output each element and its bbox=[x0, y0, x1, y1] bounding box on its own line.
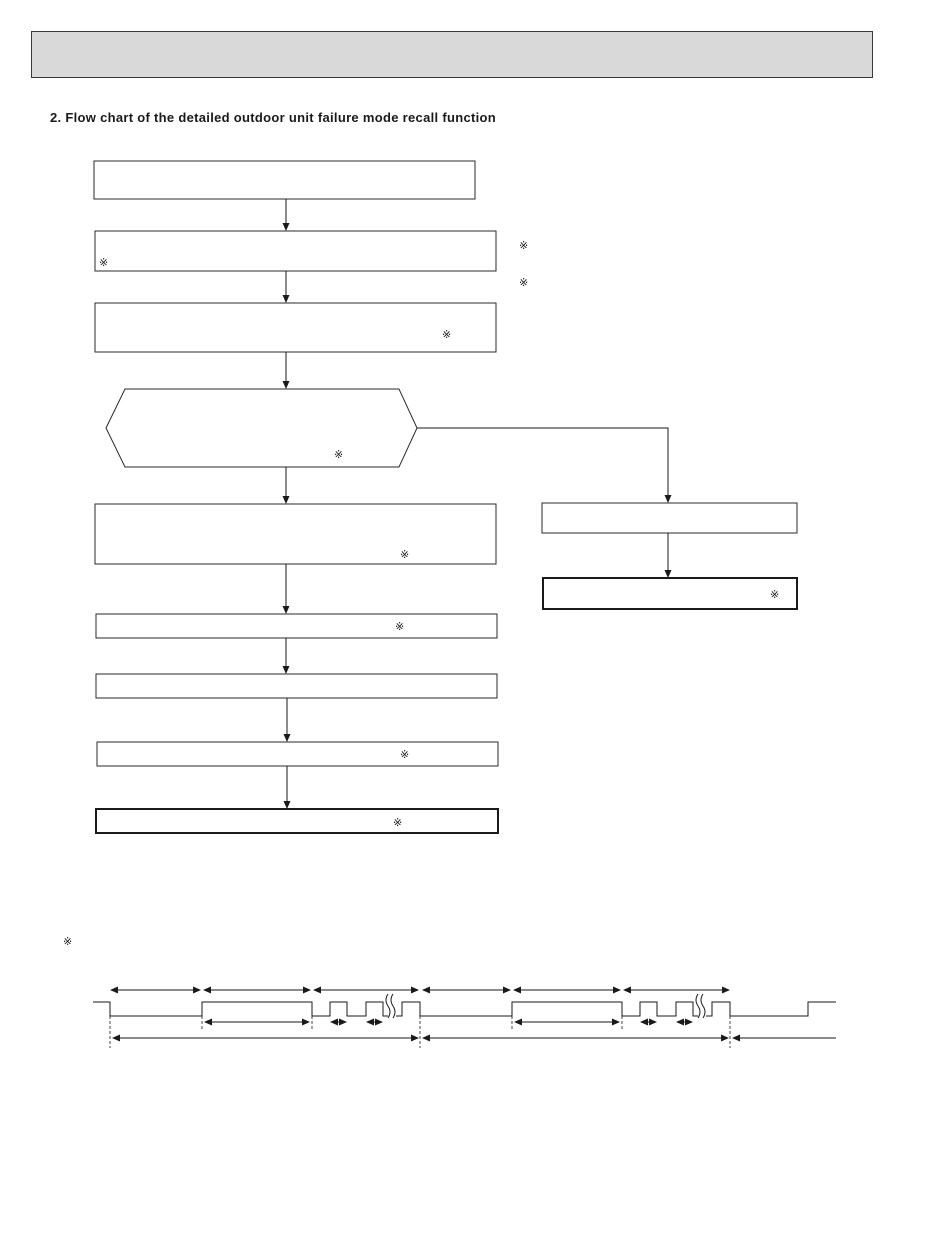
flow-step-5-box bbox=[96, 614, 497, 638]
note-mark-step-3: ※ bbox=[442, 328, 452, 341]
note-mark-end: ※ bbox=[393, 816, 403, 829]
timing-diagram bbox=[93, 990, 836, 1048]
note-mark-step-7: ※ bbox=[400, 748, 410, 761]
section-title: 2. Flow chart of the detailed outdoor unit failure mode recall function bbox=[50, 110, 496, 125]
note-mark-side-2: ※ bbox=[519, 276, 529, 289]
flow-step-3-box bbox=[95, 303, 496, 352]
flow-right-step-1-box bbox=[542, 503, 797, 533]
signal-waveform-b bbox=[396, 1002, 698, 1016]
signal-waveform-a bbox=[93, 1002, 388, 1016]
flow-right-end-box bbox=[543, 578, 797, 609]
decision-hexagon bbox=[106, 389, 417, 467]
note-mark-right-end: ※ bbox=[770, 588, 780, 601]
note-mark-decision: ※ bbox=[334, 448, 344, 461]
flow-step-1-box bbox=[94, 161, 475, 199]
flow-step-2-box bbox=[95, 231, 496, 271]
break-mark-icon bbox=[386, 994, 395, 1018]
flow-step-7-box bbox=[97, 742, 498, 766]
note-mark-side-1: ※ bbox=[519, 239, 529, 252]
note-mark-step-2: ※ bbox=[99, 256, 109, 269]
flow-step-6-box bbox=[96, 674, 497, 698]
footnote-mark: ※ bbox=[63, 935, 73, 948]
flow-step-4-box bbox=[95, 504, 496, 564]
break-mark-icon bbox=[696, 994, 705, 1018]
flow-end-box bbox=[96, 809, 498, 833]
signal-waveform-c bbox=[706, 1002, 836, 1016]
note-mark-step-4: ※ bbox=[400, 548, 410, 561]
note-mark-step-5: ※ bbox=[395, 620, 405, 633]
arrow-decision-right bbox=[417, 428, 668, 502]
